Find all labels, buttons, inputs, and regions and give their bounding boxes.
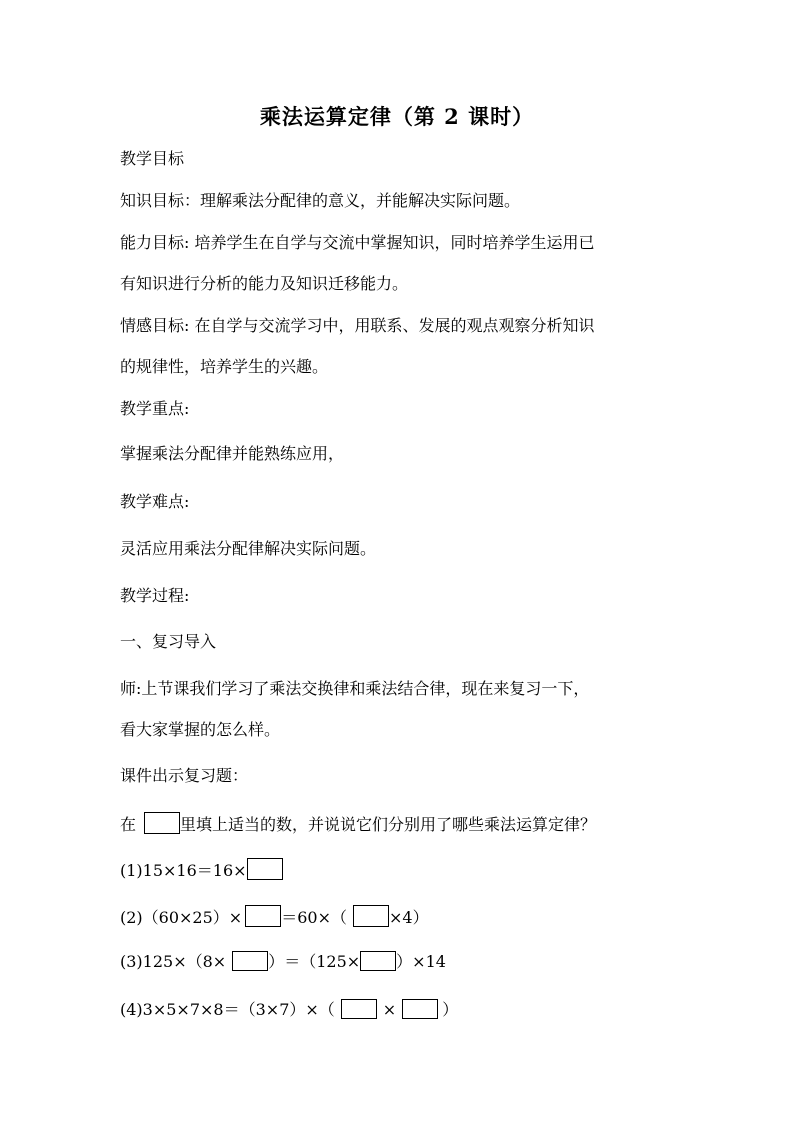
answer-box-example (144, 812, 180, 834)
ability-objective-line-1: 能力目标: 培养学生在自学与交流中掌握知识，同时培养学生运用已 (120, 233, 595, 252)
exercise-3-text-b: ）＝（125× (268, 952, 361, 971)
exercise-4-text-a: (4)3×5×7×8＝（3×7）×（ (120, 1000, 335, 1019)
teacher-line-1: 师:上节课我们学习了乘法交换律和乘法结合律，现在来复习一下， (120, 679, 590, 698)
difficulty-text: 灵活应用乘法分配律解决实际问题。 (120, 539, 377, 558)
exercise-2-text-c: ×4） (388, 908, 429, 927)
exercise-4-text-b: × (382, 1000, 397, 1019)
instruction-post: 里填上适当的数，并说说它们分别用了哪些乘法运算定律？ (180, 815, 597, 834)
instruction-pre: 在 (120, 815, 137, 834)
exercise-2-text-b: ＝60×（ (281, 908, 347, 927)
answer-box-4b (402, 999, 438, 1019)
emotion-objective-line-2: 的规律性，培养学生的兴趣。 (120, 357, 329, 376)
exercise-4 (120, 999, 458, 1021)
answer-box-4a (341, 999, 377, 1019)
exercise-3-text-a: (3)125×（8× (120, 952, 227, 971)
exercise-1 (120, 858, 283, 882)
key-point-heading: 教学重点: (120, 399, 190, 418)
instruction-line (120, 812, 596, 836)
exercise-4-text-c: ） (442, 1000, 459, 1019)
difficulty-heading: 教学难点: (120, 492, 190, 511)
answer-box-1 (247, 858, 283, 880)
emotion-objective-line-1: 情感目标: 在自学与交流学习中，用联系、发展的观点观察分析知识 (120, 316, 595, 335)
answer-box-2a (245, 905, 281, 927)
answer-box-3b (360, 951, 396, 971)
page-title: 乘法运算定律（第 2 课时） (259, 104, 535, 129)
knowledge-objective: 知识目标：理解乘法分配律的意义，并能解决实际问题。 (120, 191, 521, 210)
exercise-1-text: (1)15×16＝16× (120, 861, 247, 880)
teacher-line-2: 看大家掌握的怎么样。 (120, 720, 281, 739)
objectives-heading: 教学目标 (120, 149, 185, 168)
ability-objective-line-2: 有知识进行分析的能力及知识迁移能力。 (120, 274, 409, 293)
exercise-2 (120, 905, 429, 929)
section-heading-review: 一、复习导入 (120, 632, 217, 651)
process-heading: 教学过程: (120, 586, 190, 605)
answer-box-2b (353, 905, 389, 927)
exercise-3-text-c: ）×14 (396, 952, 446, 971)
key-point-text: 掌握乘法分配律并能熟练应用， (120, 444, 345, 463)
courseware-line: 课件出示复习题： (120, 766, 249, 785)
exercise-3 (120, 951, 446, 973)
answer-box-3a (232, 951, 268, 971)
exercise-2-text-a: (2)（60×25）× (120, 908, 243, 927)
